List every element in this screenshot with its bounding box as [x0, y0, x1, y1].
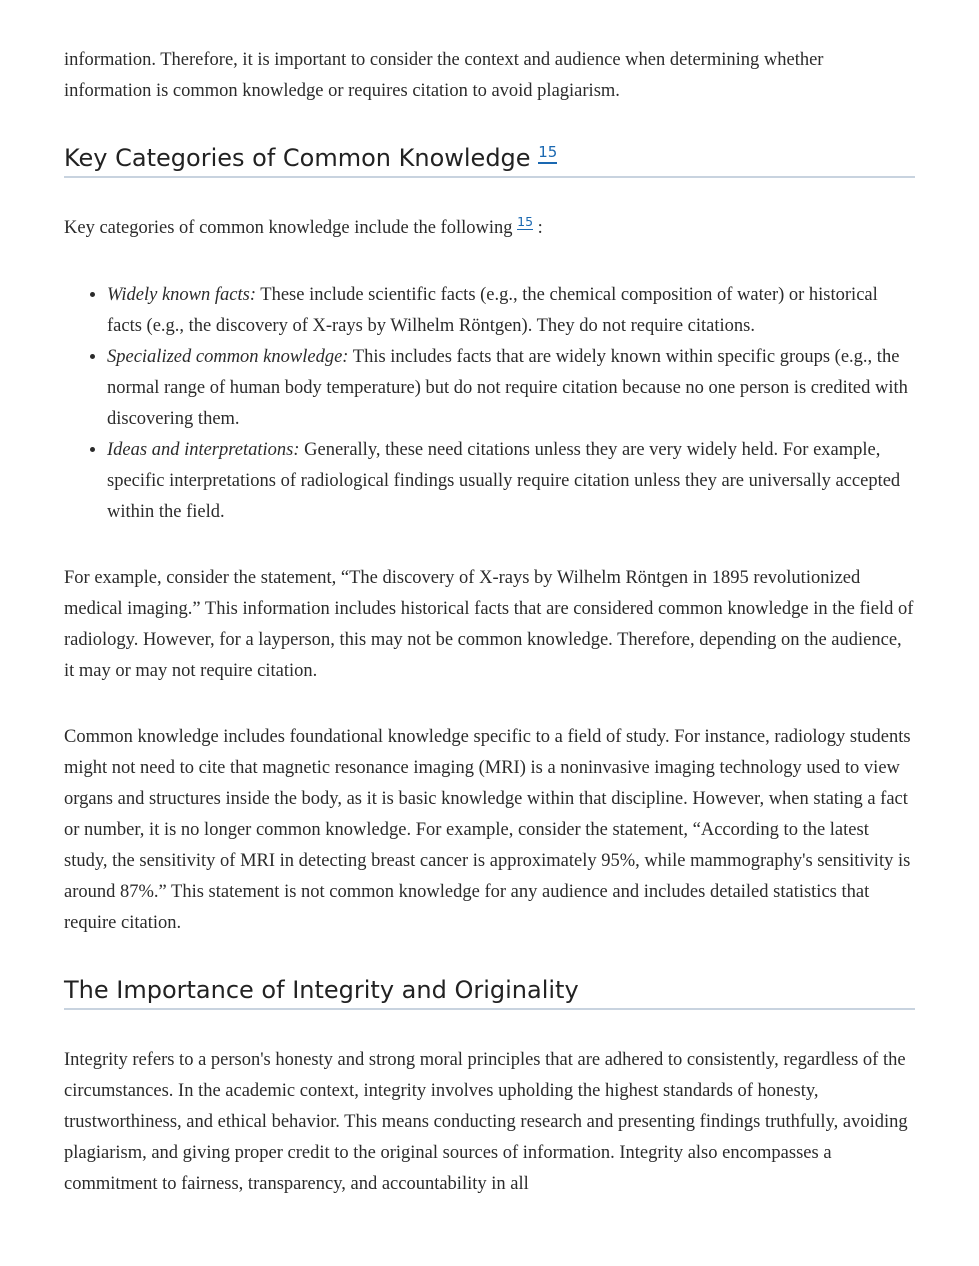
list-item [107, 435, 915, 528]
list-item-text: Generally, these need citations unless they are very widely held. For example, specific interpretations of radiological findings usually require citation unless they are universally accepted within the field. [107, 440, 901, 522]
heading-citation-link[interactable]: 15 [538, 143, 557, 164]
list-item-term: Ideas and interpretations: [107, 440, 300, 460]
lead-citation-link[interactable]: 15 [517, 213, 534, 229]
list-item [107, 342, 915, 435]
list-item [107, 280, 915, 342]
section-heading-integrity: The Importance of Integrity and Originality [64, 974, 915, 1010]
lead-text: Key categories of common knowledge include the following [64, 218, 513, 238]
lead-paragraph [64, 213, 915, 244]
list-item-term: Widely known facts: [107, 285, 256, 305]
lead-suffix: : [537, 218, 543, 238]
list-item-text: These include scientific facts (e.g., the chemical composition of water) or historical facts (e.g., the discovery of X-rays by Wilhelm Röntgen). They do not require citations. [107, 285, 878, 336]
integrity-paragraph: Integrity refers to a person's honesty and strong moral principles that are adhered to consistently, regardless of the circumstances. In the academic context, integrity involves upholding the highest standards of honesty, trustworthiness, and ethical behavior. This means conducting research and presenting findings truthfully, avoiding plagiarism, and giving proper credit to the original sources of information. Integrity also encompasses a commitment to fairness, transparency, and accountability in all [64, 1050, 908, 1194]
intro-paragraph: information. Therefore, it is important to consider the context and audience when determining whether information is common knowledge or requires citation to avoid plagiarism. [64, 50, 824, 101]
categories-list [64, 280, 915, 528]
list-item-term: Specialized common knowledge: [107, 347, 349, 367]
section-heading-key-categories [64, 142, 915, 178]
section-heading-text: Key Categories of Common Knowledge [64, 144, 531, 172]
list-item-text: This includes facts that are widely known within specific groups (e.g., the normal range of human body temperature) but do not require citation because no one person is credited with discovering them. [107, 347, 908, 429]
foundational-knowledge-paragraph: Common knowledge includes foundational knowledge specific to a field of study. For instance, radiology students might not need to cite that magnetic resonance imaging (MRI) is a noninvasive imaging technology used to view organs and structures inside the body, as it is basic knowledge within that discipline. However, when stating a fact or number, it is no longer common knowledge. For example, consider the statement, “According to the latest study, the sensitivity of MRI in detecting breast cancer is approximately 95%, while mammography's sensitivity is around 87%.” This statement is not common knowledge for any audience and includes detailed statistics that require citation. [64, 727, 911, 933]
example-paragraph: For example, consider the statement, “The discovery of X-rays by Wilhelm Röntgen in 1895 revolutionized medical imaging.” This information includes historical facts that are considered common knowledge in the field of radiology. However, for a layperson, this may not be common knowledge. Therefore, depending on the audience, it may or may not require citation. [64, 568, 914, 681]
